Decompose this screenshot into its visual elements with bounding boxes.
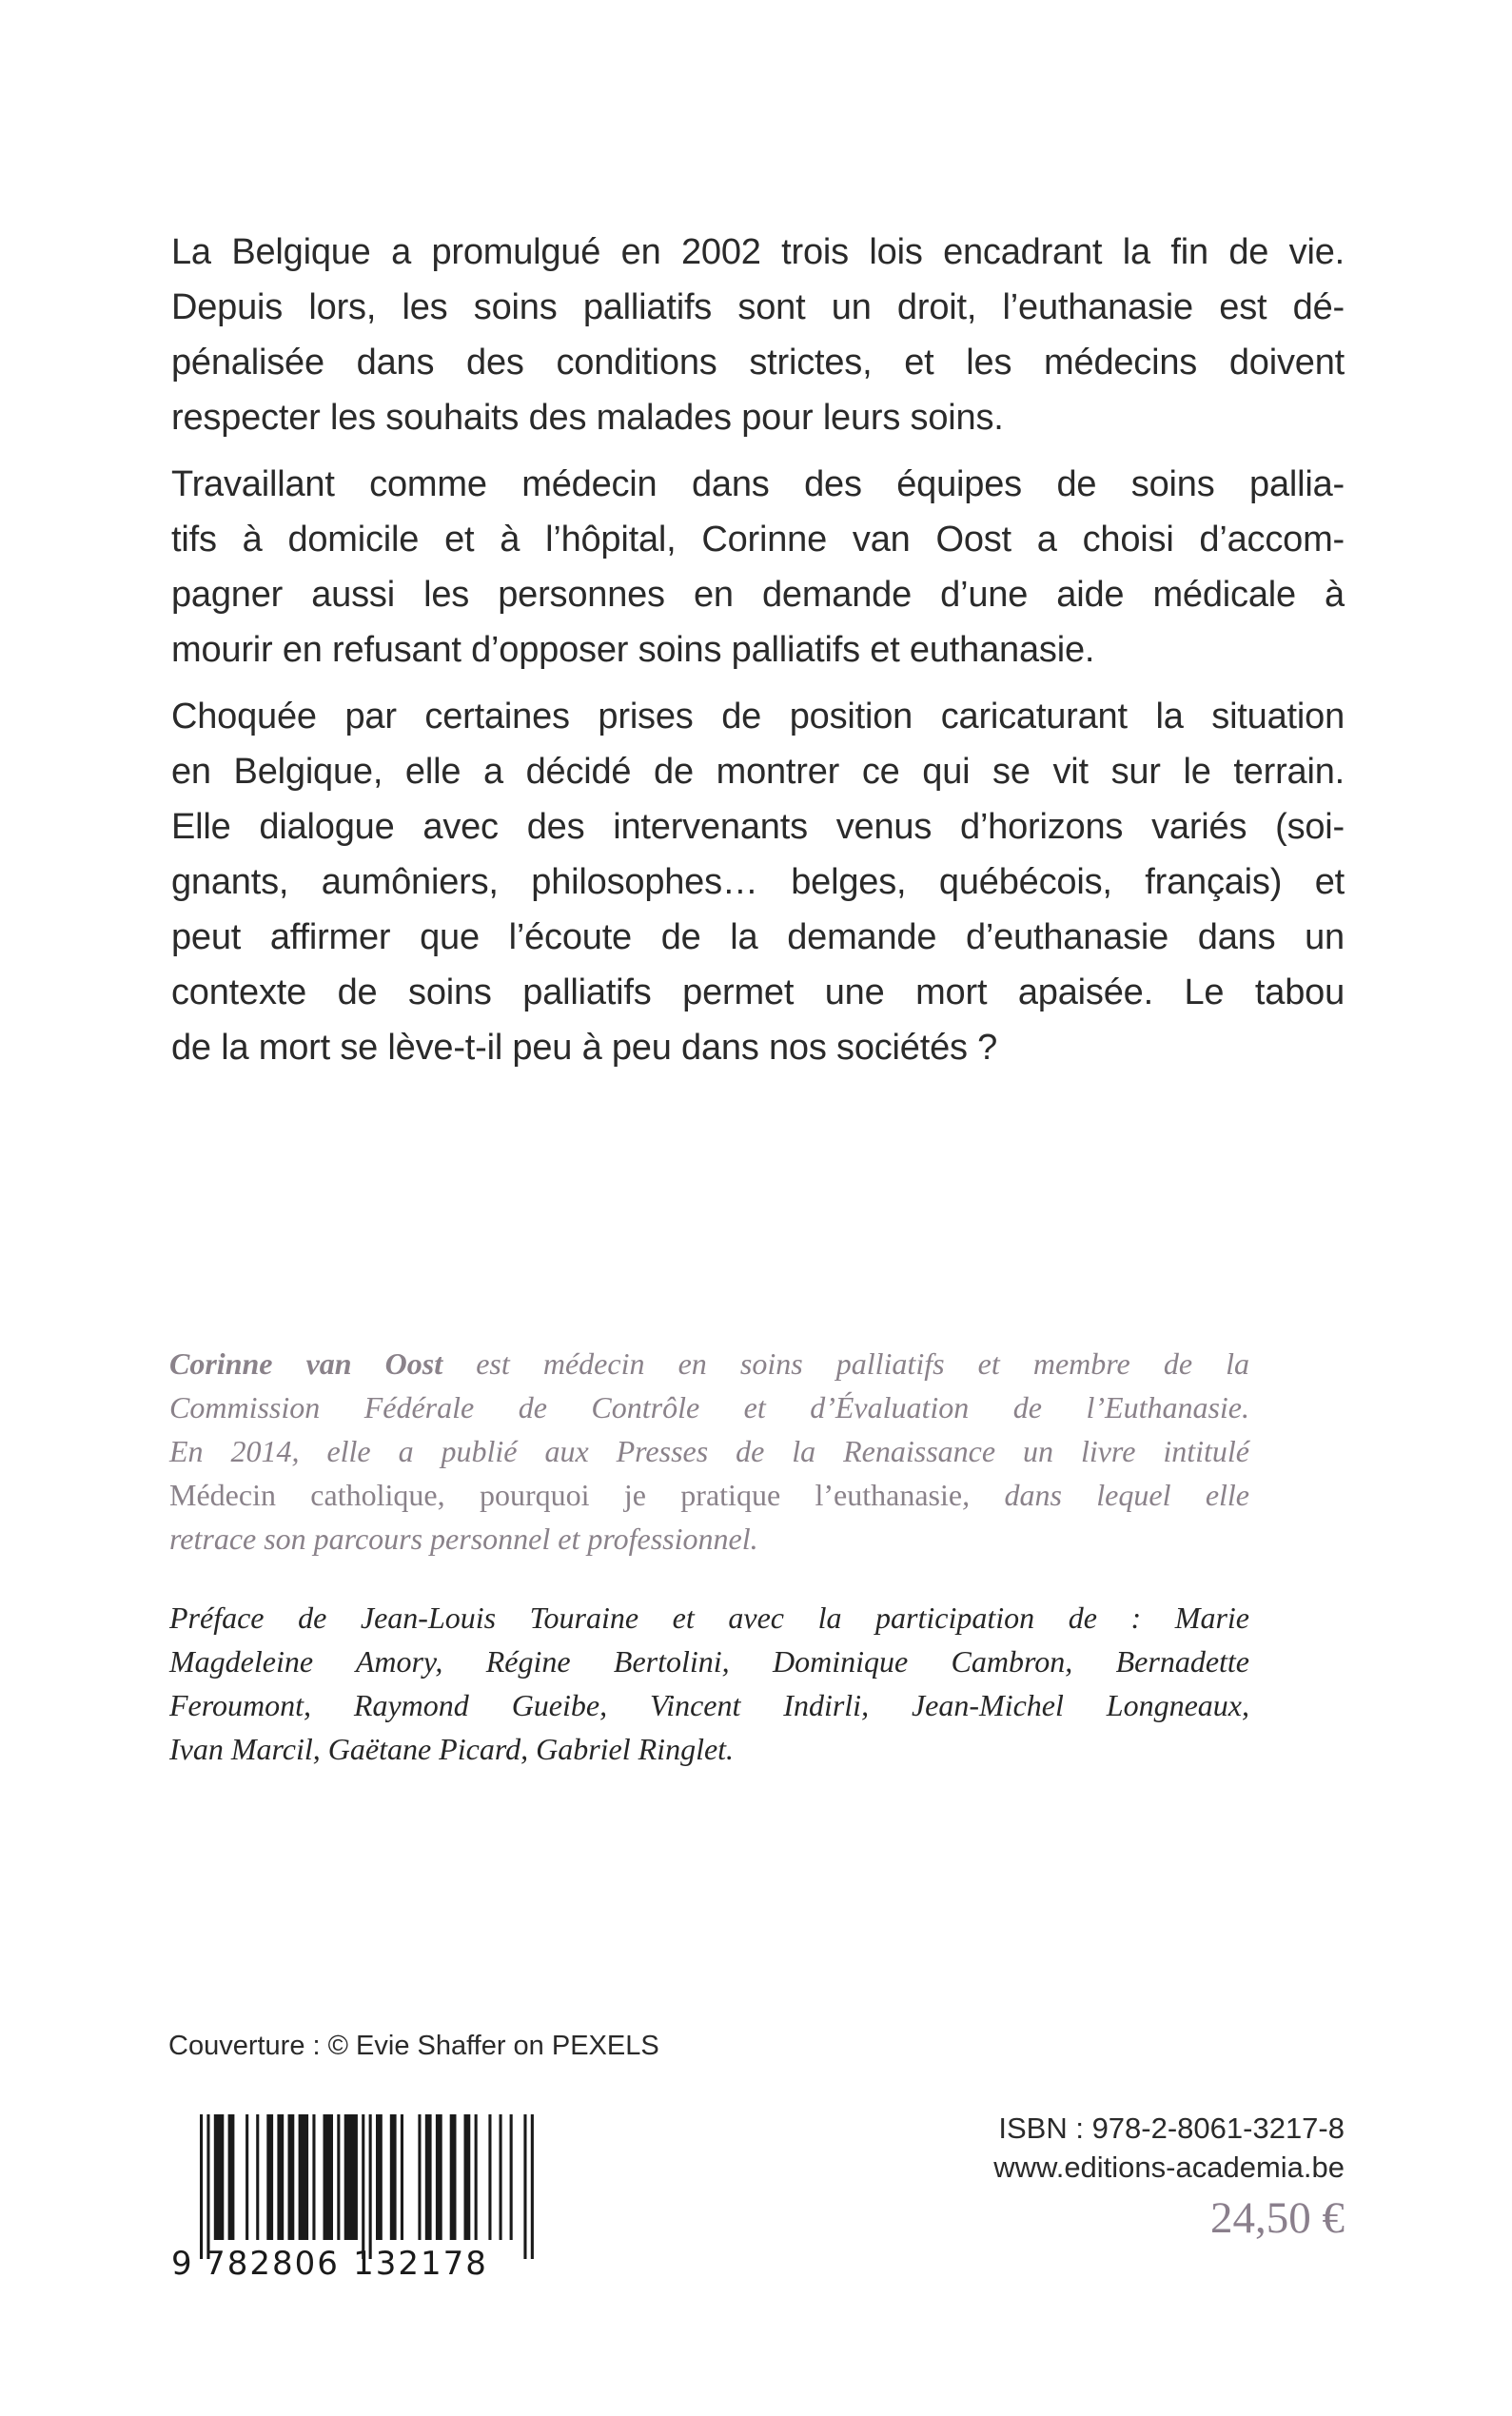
- preface-contributors: [169, 1596, 1249, 1771]
- barcode-bar: [312, 2114, 315, 2240]
- barcode-bar: [475, 2114, 478, 2240]
- publisher-info: [993, 2109, 1345, 2249]
- preface-line: Magdeleine Amory, Régine Bertolini, Dominique Cambron, Bernadette: [169, 1644, 1249, 1679]
- barcode-bar: [510, 2114, 513, 2240]
- barcode-bar: [324, 2114, 334, 2240]
- price: 24,50 €: [1210, 2193, 1345, 2243]
- barcode-bar: [376, 2114, 383, 2240]
- barcode-bar: [450, 2114, 457, 2240]
- blurb-line: Choquée par certaines prises de position caricaturant la situation: [171, 697, 1345, 737]
- blurb-line: La Belgique a promulgué en 2002 trois lois encadrant la fin de vie.: [171, 232, 1345, 272]
- blurb-line: de la mort se lève-t-il peu à peu dans nos sociétés ?: [171, 1028, 998, 1068]
- isbn-barcode: [164, 2111, 544, 2282]
- blurb-line: respecter les souhaits des malades pour leurs soins.: [171, 398, 1004, 438]
- blurb-line: Depuis lors, les soins palliatifs sont un droit, l’euthanasie est dé-: [171, 287, 1345, 327]
- author-bio: [169, 1342, 1249, 1561]
- cover-credit: Couverture : © Evie Shaffer on PEXELS: [168, 2031, 659, 2061]
- barcode-guard-bar: [362, 2114, 364, 2259]
- blurb-line: mourir en refusant d’opposer soins palliatifs et euthanasie.: [171, 630, 1095, 670]
- blurb-line: pénalisée dans des conditions strictes, et les médecins doivent: [171, 343, 1345, 383]
- barcode-bar: [488, 2114, 491, 2240]
- barcode-graphic: [164, 2111, 544, 2282]
- bio-line: retrace son parcours personnel et professionnel.: [169, 1522, 758, 1556]
- bio-line: En 2014, elle a publié aux Presses de la Renaissance un livre intitulé: [169, 1434, 1249, 1468]
- barcode-guard-bar: [369, 2114, 372, 2259]
- barcode-guard-bar: [523, 2114, 526, 2259]
- blurb-paragraph-3: [171, 689, 1345, 1075]
- barcode-bar: [337, 2114, 340, 2240]
- blurb-line: Travaillant comme médecin dans des équipes de soins pallia-: [171, 464, 1345, 504]
- blurb-line: Elle dialogue avec des intervenants venus d’horizons variés (soi-: [171, 807, 1345, 847]
- isbn-text: ISBN : 978-2-8061-3217-8: [998, 2112, 1345, 2145]
- barcode-guard-bar: [206, 2114, 209, 2259]
- publisher-website-link[interactable]: www.editions-academia.be: [993, 2151, 1345, 2184]
- bio-text: est médecin en soins palliatifs et membre de la: [442, 1346, 1249, 1381]
- bio-line: [169, 1342, 1249, 1385]
- author-name: Corinne van Oost: [169, 1346, 443, 1381]
- book-title: Médecin catholique, pourquoi je pratique l’euthanasie: [169, 1478, 963, 1512]
- barcode-bar: [256, 2114, 259, 2240]
- blurb: [171, 225, 1345, 1087]
- bio-text: , dans lequel elle: [962, 1478, 1250, 1512]
- barcode-bar: [436, 2114, 442, 2240]
- barcode-bar: [401, 2114, 403, 2240]
- blurb-line: gnants, aumôniers, philosophes… belges, québécois, français) et: [171, 862, 1345, 902]
- barcode-right-digits: 132178: [353, 2245, 488, 2282]
- barcode-guard-bar: [200, 2114, 203, 2259]
- barcode-bar: [500, 2114, 502, 2240]
- barcode-bar: [245, 2114, 248, 2240]
- blurb-paragraph-1: [171, 225, 1345, 445]
- barcode-bar: [288, 2114, 295, 2240]
- barcode-bars: [200, 2114, 534, 2259]
- barcode-left-digits: 782806: [205, 2245, 340, 2282]
- barcode-guard-bar: [531, 2114, 534, 2259]
- barcode-bar: [277, 2114, 284, 2240]
- barcode-bar: [390, 2114, 397, 2240]
- blurb-line: en Belgique, elle a décidé de montrer ce qui se vit sur le terrain.: [171, 752, 1345, 792]
- barcode-bar: [228, 2114, 235, 2240]
- preface-line: Feroumont, Raymond Gueibe, Vincent Indirli, Jean-Michel Longneaux,: [169, 1688, 1249, 1722]
- barcode-first-digit: 9: [171, 2245, 192, 2282]
- barcode-bar: [344, 2114, 358, 2240]
- bio-line: Commission Fédérale de Contrôle et d’Évaluation de l’Euthanasie.: [169, 1390, 1249, 1424]
- bio-line: [169, 1473, 1249, 1517]
- blurb-paragraph-2: [171, 457, 1345, 678]
- blurb-line: contexte de soins palliatifs permet une mort apaisée. Le tabou: [171, 972, 1345, 1012]
- barcode-bar: [299, 2114, 309, 2240]
- blurb-line: tifs à domicile et à l’hôpital, Corinne van Oost a choisi d’accom-: [171, 520, 1345, 560]
- barcode-bar: [418, 2114, 421, 2240]
- blurb-line: peut affirmer que l’écoute de la demande d’euthanasie dans un: [171, 917, 1345, 957]
- barcode-bar: [425, 2114, 432, 2240]
- barcode-bar: [464, 2114, 471, 2240]
- preface-line: Ivan Marcil, Gaëtane Picard, Gabriel Ringlet.: [169, 1732, 735, 1766]
- preface-line: Préface de Jean-Louis Touraine et avec la participation de : Marie: [169, 1601, 1249, 1635]
- barcode-bar: [214, 2114, 225, 2240]
- barcode-bar: [266, 2114, 273, 2240]
- blurb-line: pagner aussi les personnes en demande d’une aide médicale à: [171, 575, 1345, 615]
